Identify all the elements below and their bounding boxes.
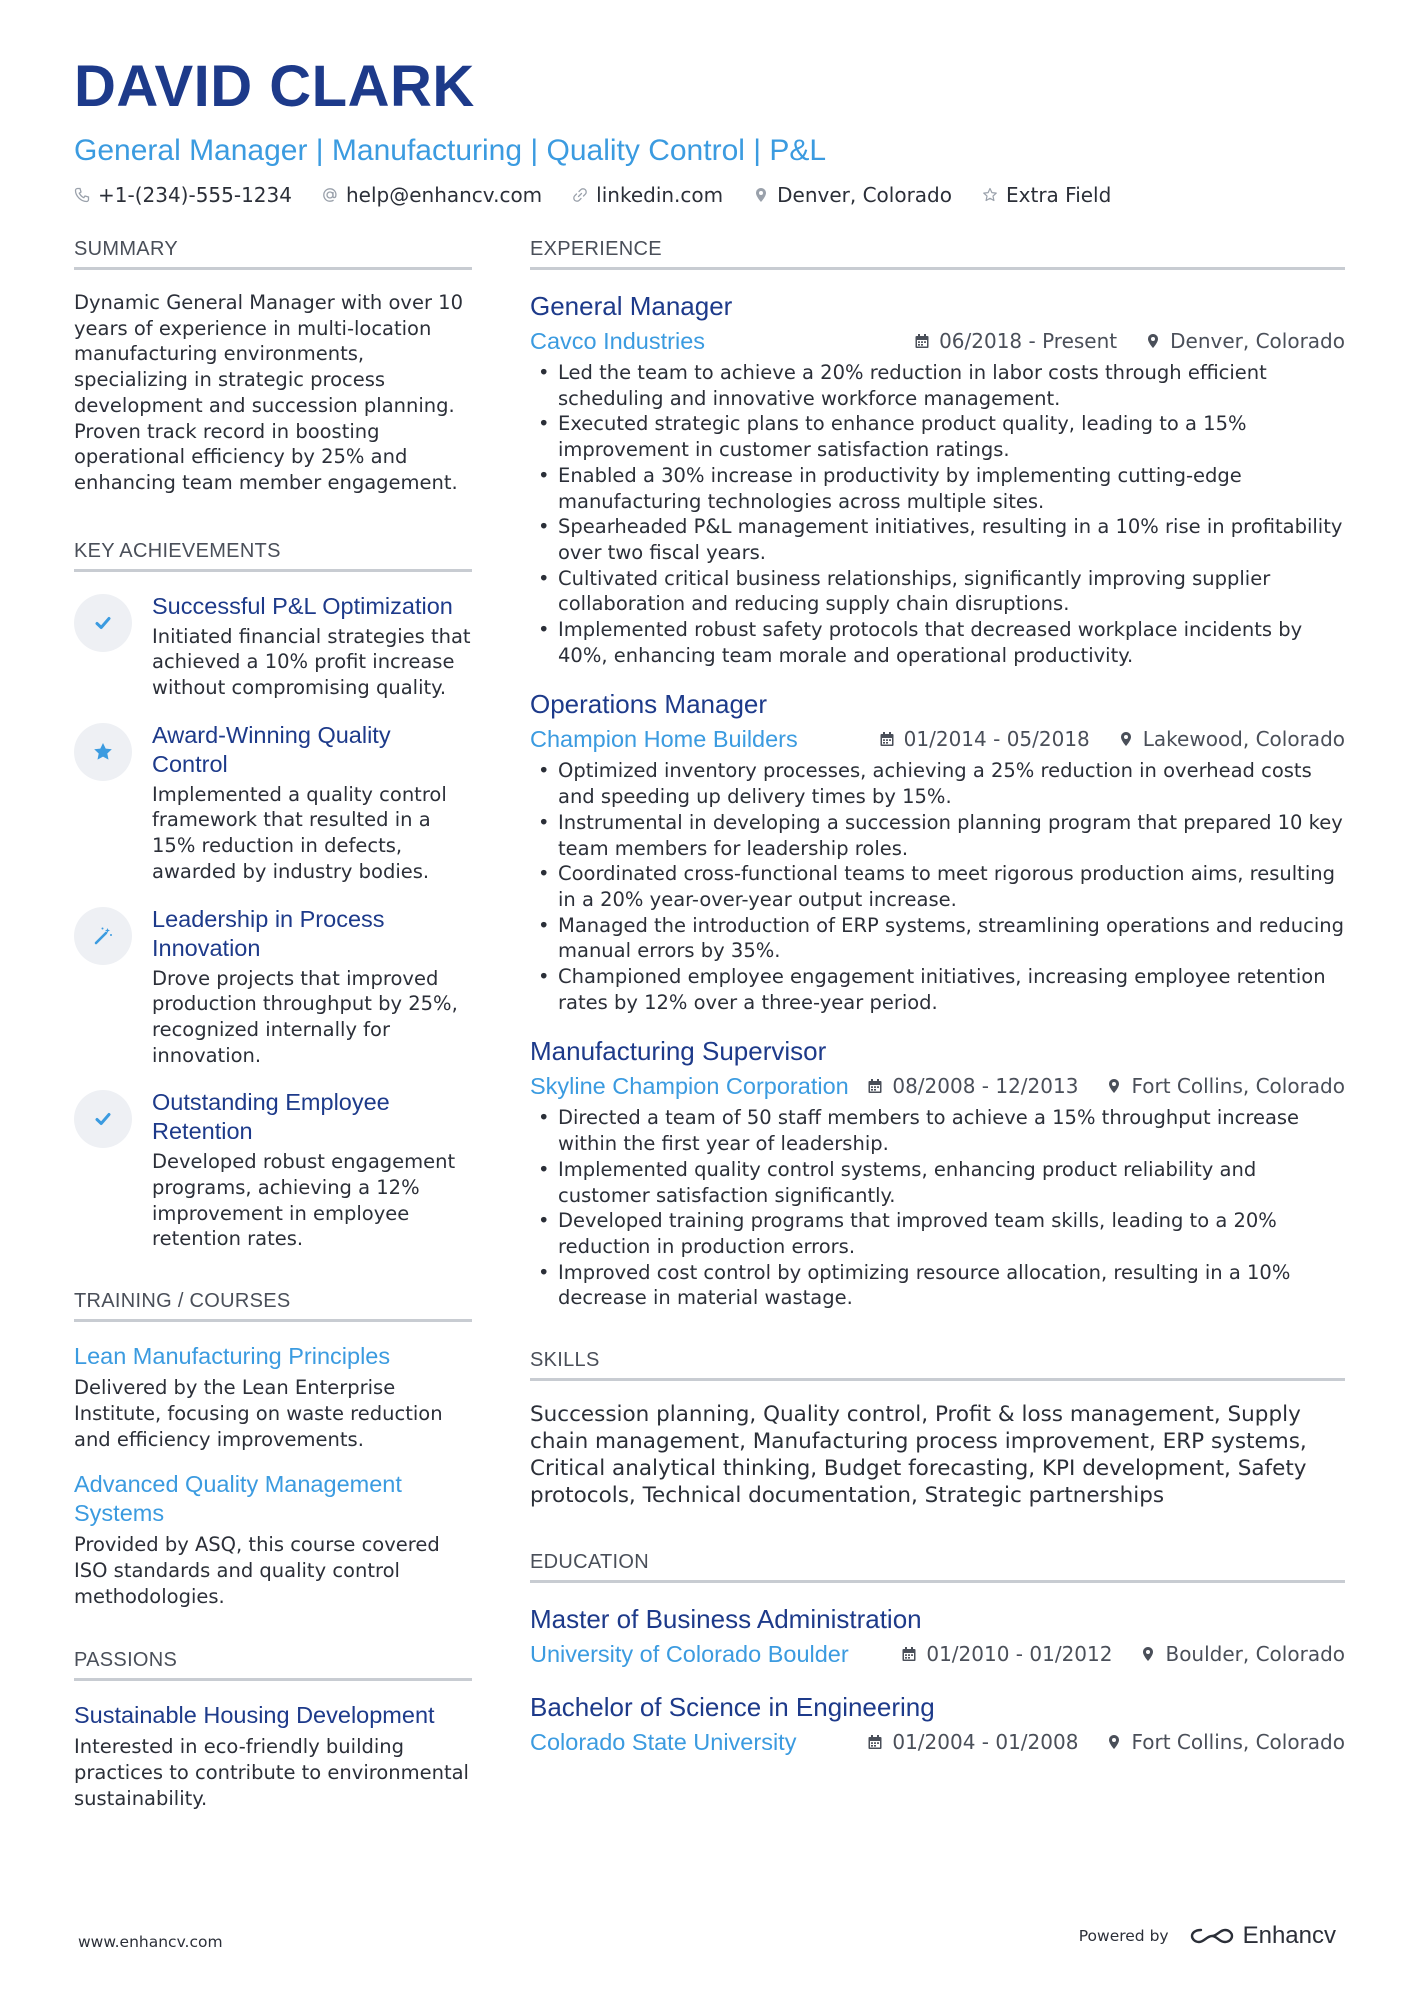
contact-location-text: Denver, Colorado [777,183,952,207]
job-location: Fort Collins, Colorado [1131,1074,1345,1099]
contact-phone-text: +1-(234)-555-1234 [98,183,292,207]
achievement-item [74,905,472,1069]
achievement-text: Drove projects that improved production throughput by 25%, recognized internally for innovation. [152,966,458,1067]
course-title: Lean Manufacturing Principles [74,1343,391,1370]
skills-text: Succession planning, Quality control, Profit & loss management, Supply chain management, Manufacturing process improvement, ERP systems, Critical analytical thinking, Budget forecasting, KPI development, Safety protocols, Technical documentation, Strategic partnerships [530,1402,1307,1509]
right-column [530,238,1345,1801]
location-pin-icon [1145,333,1161,349]
job-entry [530,290,1345,668]
education-location: Fort Collins, Colorado [1131,1730,1345,1755]
education-dates: 01/2004 - 01/2008 [892,1730,1079,1755]
contact-email[interactable] [322,183,542,207]
achievement-item [74,721,472,885]
contact-phone[interactable] [74,183,292,207]
course-item [74,1342,472,1452]
contact-linkedin[interactable] [572,183,723,207]
job-bullet: • Optimized inventory processes, achieving a 25% reduction in overhead costs and speeding up delivery times by 15%. [530,758,1345,809]
job-bullet: • Implemented robust safety protocols that decreased workplace incidents by 40%, enhancing team morale and operational productivity. [530,617,1345,668]
check-icon [74,1090,132,1148]
star-outline-icon [982,187,998,203]
passion-text: Interested in eco-friendly building practices to contribute to environmental sustainability. [74,1735,469,1810]
contact-location [753,183,952,207]
education-entry [530,1603,1345,1669]
contact-linkedin-text: linkedin.com [596,183,724,207]
star-icon [74,723,132,781]
summary-heading: SUMMARY [74,238,472,270]
calendar-icon [867,1078,883,1094]
training-section [74,1290,472,1609]
contact-bar [74,183,1344,207]
job-bullets [530,758,1345,1015]
job-bullet: • Implemented quality control systems, enhancing product reliability and customer satisfaction significantly. [530,1157,1345,1208]
contact-extra-text: Extra Field [1006,183,1112,207]
job-company: Champion Home Builders [530,726,798,753]
job-bullet: • Instrumental in developing a succession planning program that prepared 10 key team members for leadership roles. [530,810,1345,861]
magic-wand-icon [74,907,132,965]
passions-section [74,1649,472,1811]
passion-title: Sustainable Housing Development [74,1702,435,1729]
job-location: Lakewood, Colorado [1142,727,1345,752]
job-bullet: • Managed the introduction of ERP systems, streamlining operations and reducing manual errors by 35%. [530,913,1345,964]
job-dates: 08/2008 - 12/2013 [892,1074,1079,1099]
course-text: Delivered by the Lean Enterprise Institute, focusing on waste reduction and efficiency improvements. [74,1376,443,1451]
job-title: General Manager [530,291,733,321]
job-dates: 06/2018 - Present [939,329,1118,353]
contact-extra [982,183,1111,207]
calendar-icon [901,1646,917,1662]
job-bullet: • Championed employee engagement initiatives, increasing employee retention rates by 12% over a three-year period. [530,964,1345,1015]
achievement-text: Initiated financial strategies that achieved a 10% profit increase without compromising quality. [152,624,471,700]
job-company: Cavco Industries [530,328,706,354]
experience-section [530,238,1345,1311]
education-dates: 01/2010 - 01/2012 [926,1642,1113,1667]
job-title: Operations Manager [530,689,768,720]
job-bullets [530,1105,1345,1311]
calendar-icon [879,731,895,747]
at-icon [322,187,338,203]
skills-section [530,1349,1345,1509]
achievement-text: Developed robust engagement programs, achieving a 12% improvement in employee retention rates. [152,1150,456,1251]
achievement-text: Implemented a quality control framework that resulted in a 15% reduction in defects, awarded by industry bodies. [152,782,447,883]
enhancv-logo-icon [1189,1924,1235,1948]
job-bullet: • Developed training programs that improved team skills, leading to a 20% reduction in production errors. [530,1208,1345,1259]
calendar-icon [914,333,930,349]
candidate-name: DAVID CLARK [74,54,475,119]
calendar-icon [867,1734,883,1750]
passions-heading: PASSIONS [74,1649,472,1681]
degree-title: Master of Business Administration [530,1604,922,1635]
job-bullet: • Executed strategic plans to enhance product quality, leading to a 15% improvement in customer satisfaction ratings. [530,411,1345,462]
course-text: Provided by ASQ, this course covered ISO standards and quality control methodologies. [74,1533,440,1608]
footer-website[interactable]: www.enhancv.com [78,1933,223,1951]
enhancv-logo[interactable] [1189,1922,1336,1950]
education-location: Boulder, Colorado [1165,1642,1345,1667]
job-location: Denver, Colorado [1170,329,1345,353]
summary-section [74,238,472,496]
enhancv-brand-text: Enhancv [1242,1922,1336,1949]
contact-email-text: help@enhancv.com [345,183,543,207]
job-dates: 01/2014 - 05/2018 [903,727,1090,752]
job-bullet: • Coordinated cross-functional teams to meet rigorous production aims, resulting in a 20% year-over-year output increase. [530,861,1345,912]
job-company: Skyline Champion Corporation [530,1073,849,1100]
location-pin-icon [1118,731,1134,747]
achievement-item [74,592,472,701]
job-bullet: • Directed a team of 50 staff members to achieve a 15% throughput increase within the first year of leadership. [530,1105,1345,1156]
skills-heading: SKILLS [530,1349,1345,1381]
location-pin-icon [1140,1646,1156,1662]
link-icon [572,187,588,203]
achievement-title: Leadership in Process Innovation [152,905,385,961]
education-heading: EDUCATION [530,1551,1345,1583]
achievements-heading: KEY ACHIEVEMENTS [74,540,472,572]
job-bullet: • Led the team to achieve a 20% reduction in labor costs through efficient scheduling and innovative workforce management. [530,360,1345,411]
achievement-item [74,1088,472,1252]
training-heading: TRAINING / COURSES [74,1290,472,1322]
location-pin-icon [1106,1078,1122,1094]
left-column [74,238,472,1856]
location-pin-icon [1106,1734,1122,1750]
summary-text: Dynamic General Manager with over 10 years of experience in multi-location manufacturing environments, specializing in strategic process development and succession planning. Proven track record in boosting operational efficiency by 25% and enhancing team member engagement. [74,291,463,494]
job-entry [530,1035,1345,1311]
job-bullet: • Spearheaded P&L management initiatives, resulting in a 10% rise in profitability over two fiscal years. [530,514,1345,565]
degree-title: Bachelor of Science in Engineering [530,1692,935,1723]
phone-icon [74,187,90,203]
school-name: Colorado State University [530,1729,797,1756]
course-item [74,1470,472,1609]
job-bullet: • Cultivated critical business relationships, significantly improving supplier collaboration and reducing supply chain disruptions. [530,566,1345,617]
school-name: University of Colorado Boulder [530,1641,849,1668]
powered-by-text: Powered by [1078,1927,1169,1945]
job-bullets [530,360,1345,668]
job-title: Manufacturing Supervisor [530,1036,827,1067]
check-icon [74,594,132,652]
location-pin-icon [753,187,769,203]
course-title: Advanced Quality Management Systems [74,1471,402,1527]
education-entry [530,1691,1345,1757]
education-section [530,1551,1345,1757]
job-bullet: • Improved cost control by optimizing resource allocation, resulting in a 10% decrease in material wastage. [530,1260,1345,1311]
footer-branding [1079,1922,1336,1950]
experience-heading: EXPERIENCE [530,238,1345,270]
candidate-headline: General Manager | Manufacturing | Quality Control | P&L [74,134,827,167]
achievements-section [74,540,472,1253]
achievement-title: Outstanding Employee Retention [152,1089,390,1145]
resume-header [74,54,1344,207]
job-entry [530,688,1345,1015]
achievement-title: Successful P&L Optimization [152,592,453,619]
achievement-title: Award-Winning Quality Control [152,721,391,777]
job-bullet: • Enabled a 30% increase in productivity by implementing cutting-edge manufacturing technologies across multiple sites. [530,463,1345,514]
